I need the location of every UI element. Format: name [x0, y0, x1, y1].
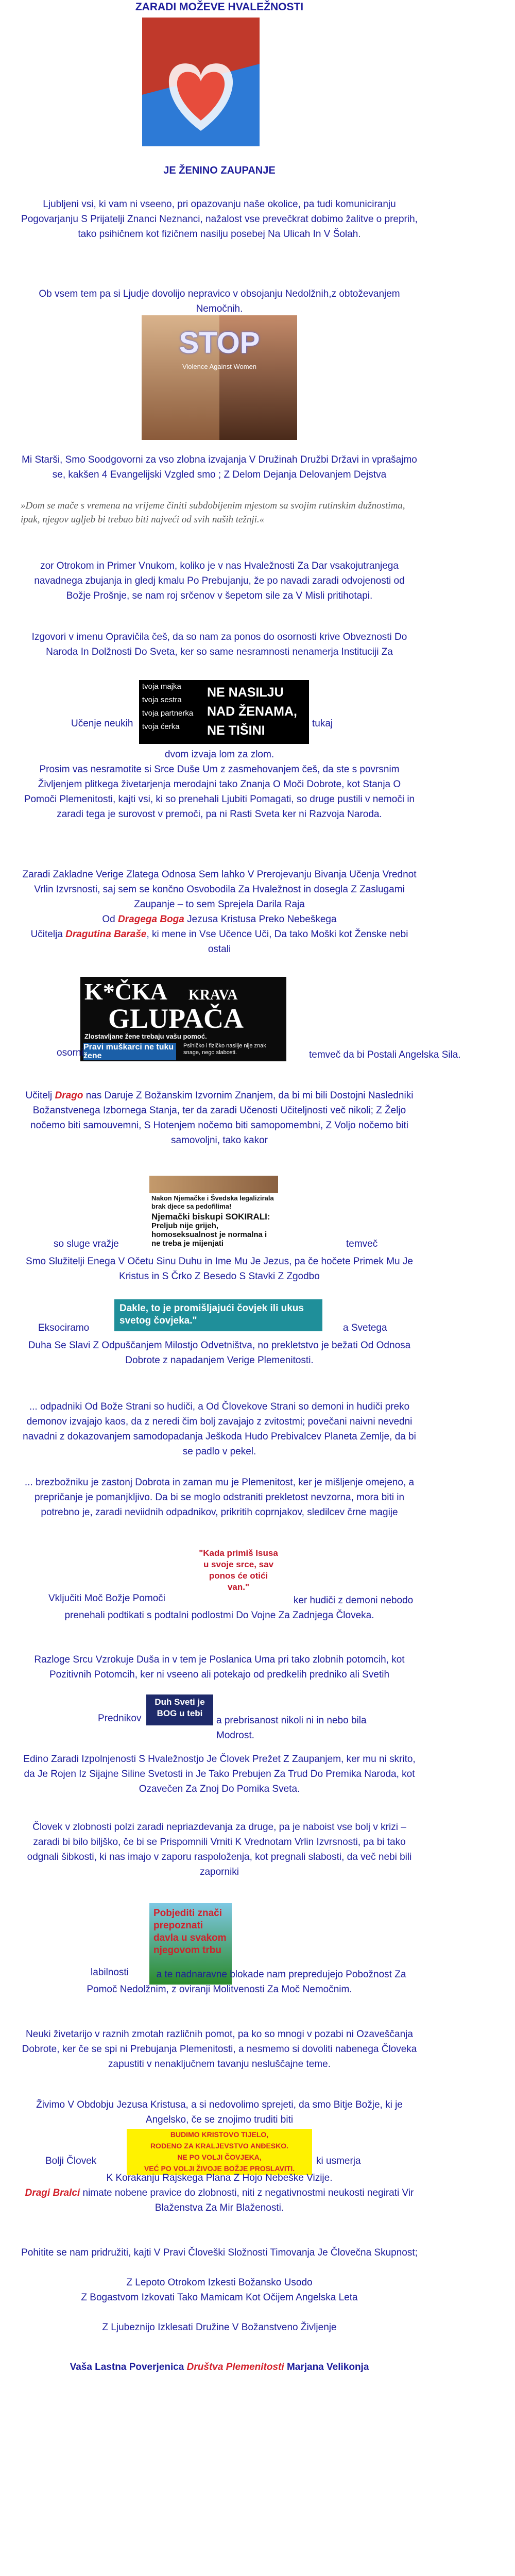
text-dragega: Dragega [118, 914, 158, 925]
text-ucenje-neukih: Učenje neukih [71, 718, 133, 729]
banner-glupaca: GLUPAČA [108, 1003, 244, 1034]
text-ker-hudici: ker hudiči z demoni nebodo prenehali podtikati s podtalni podlostmi Do Vojne Za Zadnjega Človeka. [64, 1595, 414, 1621]
signature-society: Društva Plemenitosti [186, 2362, 284, 2372]
paragraph-teacher-drago [21, 1088, 418, 1148]
yellow-line-2: RODENO ZA KRALJEVSTVO ANĐESKO. [150, 2142, 289, 2150]
banner-small-3: tvoja partnerka [142, 709, 194, 718]
banner-pravi-muskarci: Pravi muškarci ne tuku žene [83, 1043, 176, 1060]
news-image [149, 1176, 278, 1254]
paragraph-blockade [21, 1967, 418, 1997]
text-dragi-bralci: Dragi Bralci [25, 2188, 80, 2198]
paragraph-grandchildren: zor Otrokom in Primer Vnukom, koliko je v nas Hvaležnosti Za Dar vsakojutranjega navadnega zbujanja in gledj kmalu Po Prebujanju, že po navadi zaradi odvojenosti od Božje Prošnje, se nam roj srčenov v šepetom sile za V Misli pritihotapi. [34, 561, 405, 601]
yellow-line-1: BUDIMO KRISTOVO TIJELO, [170, 2130, 269, 2139]
banner-ne-tisini: NE TIŠINI [207, 723, 265, 738]
signature-pre: Vaša Lastna Poverjenica [70, 2362, 184, 2372]
banner-krava: KRAVA [188, 987, 238, 1003]
paragraph-wealth: Z Bogastvom Izkovati Tako Mamicam Kot Očijem Angelska Leta [81, 2292, 358, 2303]
yellow-line-3: NE PO VOLJI ČOVJEKA, [177, 2153, 262, 2161]
dakle-banner [114, 1299, 322, 1331]
text-vkljuciti: Vključiti Moč Božje Pomoči [48, 1593, 166, 1604]
paragraph-servants: Smo Služitelji Enega V Očetu Sinu Duhu in Ime Mu Je Jezus, pa če hočete Primek Mu Je Kristus in S Črko Z Besedo S Stavki Z Zgodbo [26, 1256, 413, 1282]
signature [21, 2360, 418, 2375]
banner-psihicko: Psihičko i fizičko nasilje nije znak snage, nego slabosti. [183, 1043, 266, 1056]
heart-illustration [142, 18, 260, 146]
paragraph-please: Prosim vas nesramotite si Srce Duše Um z zasmehovanjem češ, da ste s povrsnim Življenjem plitkega živetarjenja merodajni tako Znanja O Moči Dobrote, kot Stanja O Pomoči Plemenitosti, kajti vsi, ki so prenehali Ljubiti Pomagati, so druge pustili v nemoči in zaradi tega je surovost v premoči, pa ni Rasti Sveta ker ni Razvoja Naroda. [24, 764, 415, 820]
paragraph-golden-chain: Zaradi Zakladne Verige Zlatega Odnosa Sem lahko V Prerojevanju Bivanja Učenja Vrednot Vrlin Izvrsnosti, saj sem se končno Osvobodila Za Hvaležnost in dosegla Z Zaslugami Zaupanje – to sem Sprejela Darila Raja [22, 869, 417, 910]
paragraph-unlearned: Neuki živetarijo v raznih zmotah različnih pomot, pa ko so mnogi v pozabi ni Ozaveščanja Dobrote, ker če se spi ni Prebujanja Plemenitosti, a nesmemo si dovoliti nabenega Človeka zapustiti v nenaključnem tavanju nesluščajne teme. [22, 2029, 417, 2070]
text-drago: Drago [55, 1090, 83, 1101]
paragraph-holy-spirit: Duha Se Slavi Z Odpuščanjem Milostjo Odvetništva, no prekletstvo je bežati Od Odnosa Dobrote z napadanjem Verige Plemenitosti. [28, 1340, 411, 1366]
text-eksociramo: Eksociramo [38, 1323, 90, 1333]
intro-paragraph-2: Ob vsem tem pa si Ljudje dovolijo nepravico v obsojanju Nedolžnih,z obtoževanjem Nemočnih. [39, 289, 400, 314]
dakle-text: Dakle, to je promišljajući čovjek ili ukus svetog čovjeka." [119, 1303, 304, 1326]
banner-kcka: K*ČKA [84, 978, 167, 1005]
banner-small-1: tvoja majka [142, 682, 181, 691]
news-headline-3: Preljub nije grijeh, homoseksualnost je normalna i ne treba je mijenjati [151, 1222, 267, 1248]
text-sluge: so sluge vražje [54, 1239, 119, 1249]
text-a-svetega: a Svetega [343, 1323, 387, 1333]
text-bolji-clovek: Bolji Človek [45, 2156, 97, 2166]
text-tukaj: tukaj [312, 718, 333, 729]
paragraph-godless: ... brezbožniku je zastonj Dobrota in zaman mu je Plemenitost, ker je mišljenje omejeno, a prepričanje je pomanjkljivo. Da bi se moglo odstraniti prekletost nevzorna, mora biti in potrebno je, zaradi neviidnih odpadnikov, prikritih coprnjakov, sledilcev črne magije [24, 1477, 415, 1518]
paragraph-demons [21, 1593, 418, 1623]
text-prednikov: Prednikov [98, 1713, 142, 1724]
paragraph-paradise: K Korakanju Rajskega Plana Z Hojo Nebeške Vizije. [106, 2173, 333, 2183]
kristovo-tijelo-box [127, 2129, 312, 2175]
text-ucitelj: Učitelj [25, 1090, 53, 1101]
quote-home: »Dom se mače s vremena na vrijeme činiti subdobijenim mjestom sa svojim rutinskim dužnostima, ipak, njegov ugljeb bi trebao biti najveći od svih naših težnji.« [21, 500, 405, 525]
paragraph-from-god [21, 912, 418, 927]
text-teacher-name: Dragutina Baraše [65, 929, 147, 940]
yellow-line-4: VEĆ PO VOLJI ŽIVOJE BOŽJE PROSLAVITI. [144, 2164, 295, 2173]
pobjediti-text: Pobjediti znači prepoznati davla u svakom njegovom trbu [153, 1908, 227, 1956]
paragraph-reasons: Razloge Srcu Vzrokuje Duša in v tem je Poslanica Uma pri tako zlobnih potomcih, kot Pozitivnih Potomcih, ker ni vseeno ali potekajo od predkelih predniko ali Svetih [34, 1654, 405, 1680]
banner-nad-zenama: NAD ŽENAMA, [207, 704, 297, 719]
paragraph-beauty: Z Lepoto Otrokom Izkesti Božansko Usodo [126, 2277, 313, 2288]
paragraph-gratitude: Edino Zaradi Izpolnjenosti S Hvaležnostjo Je Človek Prežet Z Zaupanjem, ker mu ni skrito, da Je Rojen Iz Sijajne Siline Svetosti in Je Tako Prebujen Za Trud Do Premika Naroda, kot Ozavečen Za Znoj Do Pomika Sveta. [23, 1754, 416, 1794]
paragraph-excuses: Izgovori v imenu Opravičila češ, da so nam za ponos do osornosti krive Obveznosti Do Naroda In Dolžnosti Do Sveta, ker so same nesramnosti nenamerja Instituciji Za [31, 632, 407, 657]
intro-paragraph: Ljubljeni vsi, ki vam ni vseeno, pri opazovanju naše okolice, pa tudi komuniciranju Pogovarjanju S Prijatelji Znanci Neznanci, nažalost vse prevečkrat dobimo žalitve o preprih, tako psihičnem kot fizičnem nasilju posebej Na Ulicah In V Šolah. [21, 199, 418, 240]
news-headline-2: Njemački biskupi SOKIRALI: [151, 1212, 270, 1222]
text-boga: Boga [160, 914, 184, 925]
signature-name: Marjana Velikonja [286, 2362, 369, 2372]
text-teacher-rest: , ki mene in Vse Učence Uči, Da tako Moški kot Ženske nebi ostali [146, 929, 408, 955]
text-angelska-sila: temveč da bi Postali Angelska Sila. [309, 1049, 461, 1060]
paragraph-teacher [21, 927, 418, 957]
paragraph-dvom: dvom izvaja lom za zlom. [164, 749, 274, 760]
banner-small-2: tvoja sestra [142, 696, 182, 704]
paragraph-evil: Človek v zlobnosti polzi zaradi nepriazdevanja za druge, pa je naboist vse bolj v krizi – zaradi bi bilo biljško, če bi se Prispomnili Vrniti K Vrednotam Vrlin Izvrsnosti, pa bi tako odgnali šibkosti, ki nas imajo v zaporu raspoloženja, kot pregnali slabosti, da več nebi bili zaporniki [27, 1822, 412, 1877]
paragraph-era: Živimo V Obdobju Jezusa Kristusa, a si nedovolimo sprejeti, da smo Bitje Božje, ki je Angelsko, če se znojimo truditi biti [36, 2099, 403, 2125]
stop-label: STOP [179, 326, 260, 360]
ne-nasilju-banner [139, 680, 309, 744]
paragraph-readers [21, 2185, 418, 2215]
text-ki-usmerja: ki usmerja [316, 2156, 361, 2166]
paragraph-join: Pohitite se nam pridružiti, kajti V Pravi Človeški Složnosti Timovanja Je Človečna Skupnost; [21, 2247, 418, 2258]
paragraph-love: Z Ljubeznijo Izklesati Družine V Božanstveno Življenje [102, 2322, 337, 2333]
text-osorni: osorni [57, 1047, 83, 1058]
paragraph-parents: Mi Starši, Smo Soodgovorni za vso zlobna izvajanja V Družinah Družbi Državi in vprašajmo se, kakšen 4 Evangelijski Vzgled smo ; Z Delom Dejanja Delovanjem Dejstva [22, 454, 417, 480]
text-prebrisanost: a prebrisanost nikoli ni in nebo bila Modrost. [216, 1715, 367, 1741]
page-title: ZARADI MOŽEVE HVALEŽNOSTI [135, 1, 304, 13]
paragraph-fallen: ... odpadniki Od Bože Strani so hudiči, a Od Človekove Strani so demoni in hudiči preko demonov izvajajo kaos, da z neredi čim bolj zavajajo z zvitostmi; povečani naivni nevedni navadni z dokazovanjem samodopadanja Ješkoda Hudo Prebivalcev Planeta Zemlje, da bi se padlo v pekel. [23, 1401, 416, 1457]
page-subtitle: JE ŽENINO ZAUPANJE [163, 165, 276, 176]
text-jezusa: Jezusa Kristusa Preko Nebeškega [187, 914, 337, 925]
text-temvec: temveč [346, 1239, 378, 1249]
text-readers-rest: nimate nobene pravice do zlobnosti, niti z negativnostmi neukosti negirati Vir Blaženstva Za Mir Blaženosti. [82, 2188, 414, 2213]
text-labilnosti: labilnosti [91, 1967, 129, 1978]
duh-sveti-badge [146, 1694, 213, 1725]
banner-zlostavljane: Zlostavljane žene trebaju vašu pomoć. [84, 1032, 207, 1040]
text-od: Od [102, 914, 115, 925]
heart-image [142, 18, 260, 146]
banner-ne-nasilju: NE NASILJU [207, 685, 284, 700]
text-drago-rest: nas Daruje Z Božanskim Izvornim Znanjem, da bi mi bili Dostojni Nasledniki Božanstvenega Izbornega Stanja, ter da zaradi Učenosti Učiteljnosti več nikoli; Z Željo nočemo biti samouvemni, S Hotenjem nočemo biti samopomembni, Z Voljo nočemo biti samovoljni, tako kakor [30, 1090, 414, 1146]
text-nadnaravne: a te nadnaravne blokade nam prepredujejo Pobožnost Za Pomoč Nedolžnim, z oviranji Molitvenosti Za Moč Nemočnim. [87, 1969, 406, 1995]
duh-sveti-text: Duh Sveti je BOG u tebi [154, 1697, 205, 1718]
banner-small-4: tvoja ćerka [142, 722, 180, 731]
news-headline-1: Nakon Njemačke i Švedska legalizirala brak djece sa pedofilima! [151, 1194, 274, 1210]
isus-quote-text: "Kada primiš Isusa u svoje srce, sav ponos će otići van." [199, 1548, 278, 1592]
stop-sublabel: Violence Against Women [182, 363, 257, 370]
text-ucitelja: Učitelja [30, 929, 63, 940]
stop-violence-image [142, 315, 297, 440]
